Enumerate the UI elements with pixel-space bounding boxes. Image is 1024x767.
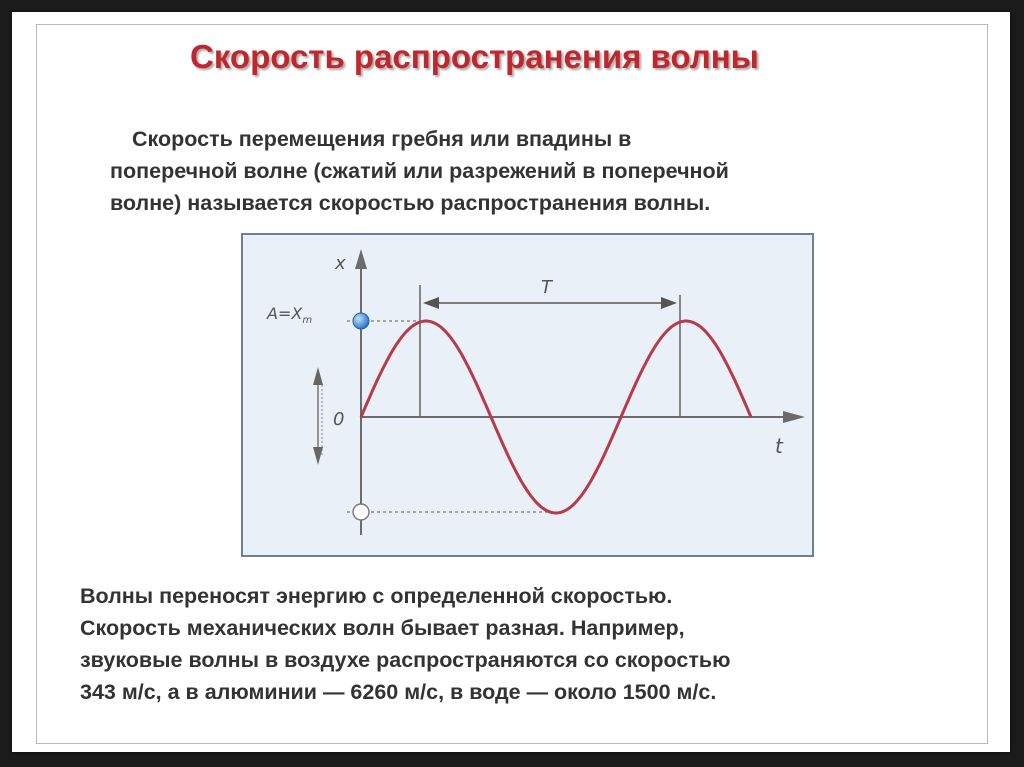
definition-line-2: поперечной волне (сжатий или разрежений в поперечной [110,159,729,183]
zero-label: 0 [333,409,345,430]
energy-line-4: 343 м/с, а в алюминии — 6260 м/с, в воде — около 1500 м/с. [80,680,717,704]
period-label: T [541,277,552,298]
energy-line-1: Волны переносят энергию с определенной скоростью. [80,584,673,608]
amplitude-label-subscript: m [302,315,313,326]
slide [12,12,1010,752]
slide-title: Скорость распространения волны [190,38,759,75]
definition-line-1: Скорость перемещения гребня или впадины в [132,127,632,151]
amplitude-label-main: A=X [267,304,303,323]
t-axis-label: t [775,434,783,458]
definition-line-3: волне) называется скоростью распространения волны. [110,191,711,215]
oscillation-down-arrow-icon [313,447,323,465]
wave-graph-svg [243,235,816,559]
energy-paragraph [80,580,960,708]
y-axis-arrow-icon [355,249,367,269]
period-arrow-right-icon [661,297,677,309]
period-arrow-left-icon [423,297,439,309]
t-axis-arrow-icon [783,411,805,423]
energy-line-2: Скорость механических волн бывает разная. Например, [80,616,685,640]
amplitude-bottom-point [353,504,369,520]
definition-paragraph [110,123,950,219]
amplitude-top-point [353,313,369,329]
amplitude-label [266,304,312,326]
wave-graph [241,233,814,557]
energy-line-3: звуковые волны в воздухе распространяются со скоростью [80,648,731,672]
y-axis-label: x [335,253,346,274]
oscillation-up-arrow-icon [313,367,323,385]
